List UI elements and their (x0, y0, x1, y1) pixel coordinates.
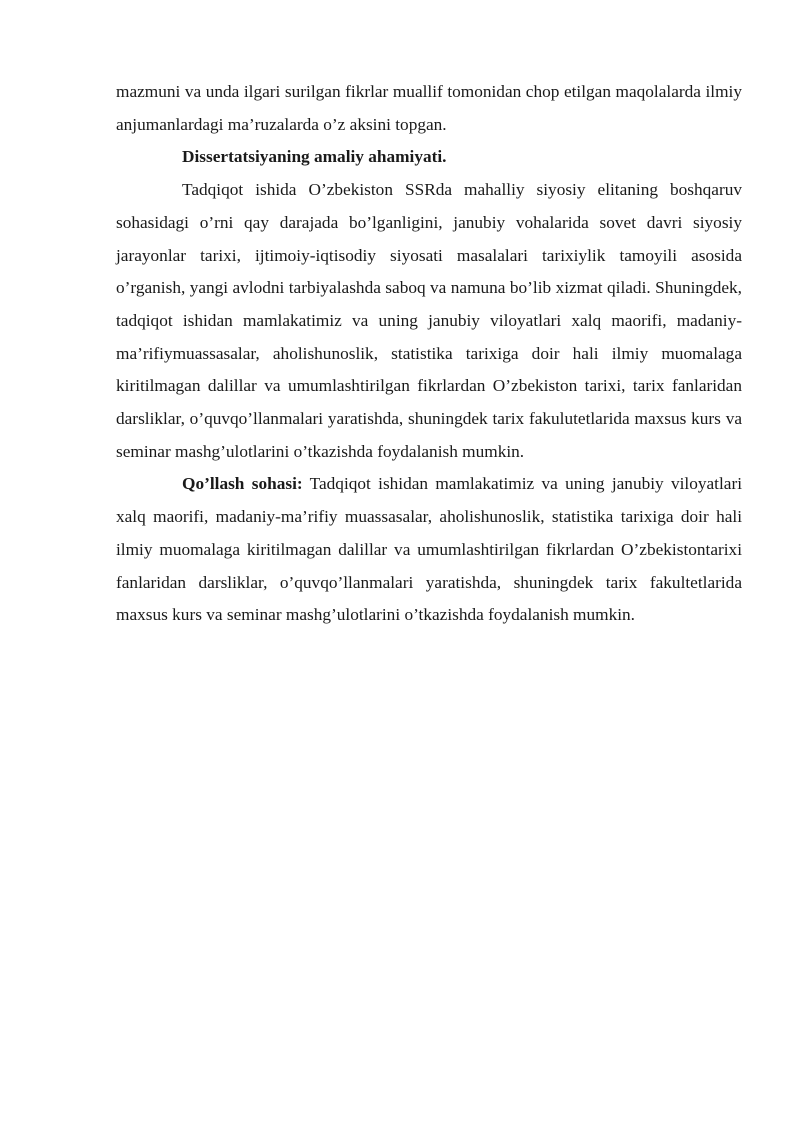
application-area-label: Qo’llash sohasi: (182, 474, 303, 494)
application-area-text: Tadqiqot ishidan mamlakatimiz va uning janubiy viloyatlari xalq maorifi, madaniy-ma’rifiy muassasalar, aholishunoslik, statistika tarixiga doir hali ilmiy muomalaga kiritilmagan dalillar va umumlashtirilgan fikrlardan O’zbekistontarixi fanlaridan darsliklar, o’quvqo’llanmalari yaratishda, shuningdek tarix fakultetlarida maxsus kurs va seminar mashg’ulotlarini o’tkazishda foydalanish mumkin. (116, 474, 743, 625)
practical-significance-heading: Dissertatsiyaning amaliy ahamiyati. (182, 147, 447, 167)
practical-significance-paragraph: Tadqiqot ishida O’zbekiston SSRda mahalliy siyosiy elitaning boshqaruv sohasidagi o’rni qay darajada bo’lganligini, janubiy vohalarida sovet davri siyosiy jarayonlar tarixi, ijtimoiy-iqtisodiy siyosati masalalari tarixiylik tamoyili asosida o’rganish, yangi avlodni tarbiyalashda saboq va namuna bo’lib xizmat qiladi. Shuningdek, tadqiqot ishidan mamlakatimiz va uning janubiy viloyatlari xalq maorifi, madaniy-ma’rifiymuassasalar, aholishunoslik, statistika tarixiga doir hali ilmiy muomalaga kiritilmagan dalillar va umumlashtirilgan fikrlardan O’zbekiston tarixi, tarix fanlaridan darsliklar, o’quvqo’llanmalari yaratishda, shuningdek tarix fakulutetlarida maxsus kurs va seminar mashg’ulotlarini o’tkazishda foydalanish mumkin. (116, 180, 742, 461)
application-area-paragraph (116, 468, 742, 632)
intro-paragraph: mazmuni va unda ilgari surilgan fikrlar muallif tomonidan chop etilgan maqolalarda ilmiy anjumanlardagi ma’ruzalarda o’z aksini topgan. (116, 82, 742, 134)
document-page (116, 76, 742, 632)
